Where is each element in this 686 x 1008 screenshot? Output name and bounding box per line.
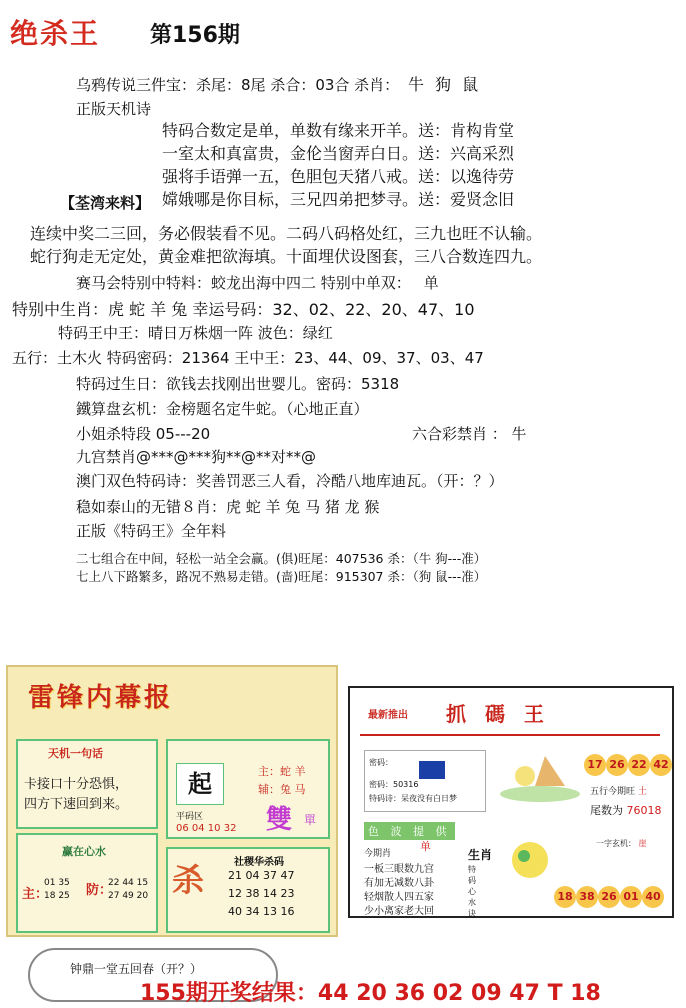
bottom-ball-1: 18 <box>554 886 576 908</box>
password-line <box>369 779 418 790</box>
yiju-line <box>596 838 647 849</box>
top-ball-1: 17 <box>584 754 606 776</box>
macau-poem-line: 澳门双色特码诗：奖善罚恶三人看，冷酷八地库迪瓦。（开：？） <box>76 472 504 490</box>
poem-l3: 轻烟散人四五家 <box>364 892 434 903</box>
crow-legend-line <box>76 72 481 95</box>
poem-line-4: 嫦娥哪是你目标，三兄四弟把梦寻。送：爱贤念旧 <box>162 190 515 209</box>
source-tag: 【荃湾来料】 <box>60 194 151 212</box>
weishu-value: 76018 <box>626 804 662 817</box>
code-box <box>364 750 486 812</box>
tianji-box <box>16 739 158 829</box>
bottom-ball-4: 01 <box>620 886 642 908</box>
poem-l1: 一板三眼数九宫 <box>364 864 434 875</box>
combo-line-2: 七上八下路繁多，路况不熟易走错。(啬)旺尾：915307 杀：（狗 鼠---准） <box>76 569 487 584</box>
wuxing-label: 五行今期旺 <box>590 787 636 797</box>
weishu-label: 尾数为 <box>590 804 623 817</box>
weishu-line <box>590 802 662 818</box>
shengxiao-label: 生肖 <box>468 848 493 862</box>
color-tail: 单 <box>420 840 431 853</box>
sha-char: 杀 <box>172 861 205 899</box>
top-ball-4: 42 <box>650 754 672 776</box>
five-elements-line: 五行：土木火 特码密码：21364 王中王：23、44、09、37、03、47 <box>12 349 484 367</box>
page-title: 绝杀王 <box>10 17 101 50</box>
birthday-line: 特码过生日：欲钱去找刚出世婴儿。密码：5318 <box>76 375 400 393</box>
zhuama-panel <box>348 686 674 918</box>
tianji-phrase-1: 卡接口十分恐惧， <box>24 777 129 792</box>
horse-club-line <box>76 272 439 293</box>
issue-number: 第156期 <box>150 23 240 48</box>
abacus-line: 鐵算盘玄机：金榜题名定牛蛇。（心地正直） <box>76 400 369 418</box>
yiju-value: 崖 <box>638 839 647 848</box>
odd-even-value: 单 <box>423 274 439 292</box>
top-ball-2: 26 <box>606 754 628 776</box>
fang-numbers: 22 44 15 27 49 20 <box>108 878 149 901</box>
zhuama-title: 抓 碼 王 <box>446 702 550 726</box>
lingyi-label: 今期肖 <box>364 849 392 859</box>
top-ball-3: 22 <box>628 754 650 776</box>
horse-club-text: 赛马会特别中特料：蛟龙出海中四二 特别中单双： <box>76 274 411 292</box>
shuang-char: 雙 <box>266 805 293 835</box>
miss-kill-line: 小姐杀特段 05---20 <box>76 425 211 443</box>
poem-l2: 有加无减数八卦 <box>364 878 434 889</box>
tema-label: 特码心水诀 <box>468 865 476 918</box>
password-value: 50316 <box>393 780 419 789</box>
dragon-image <box>500 838 560 882</box>
qi-char: 起 <box>176 763 224 805</box>
secondary-animals: 辅：兔 马 <box>258 783 306 796</box>
tianji-label: 天机一句话 <box>48 747 103 760</box>
tianji-phrase-2: 四方下速回到来。 <box>24 797 129 812</box>
shejia-row-3: 40 34 13 16 <box>228 905 295 918</box>
eight-zodiac-line: 稳如泰山的无错８肖：虎 蛇 羊 兔 马 猪 龙 猴 <box>76 498 380 516</box>
fang-label: 防： <box>86 883 113 898</box>
logo-icon <box>419 761 445 779</box>
bottom-ball-2: 38 <box>576 886 598 908</box>
ping-numbers: 06 04 10 32 <box>176 823 237 834</box>
poem-line-1: 特码合数定是单，单数有缘来开羊。送：肯构肯堂 <box>162 121 515 140</box>
leifeng-panel <box>6 665 338 937</box>
crow-legend-text: 乌鸦传说三件宝：杀尾：8尾 杀合：03合 杀肖： <box>76 76 400 94</box>
leifeng-title: 雷锋内幕报 <box>28 683 174 713</box>
dan-char: 單 <box>304 813 317 827</box>
password-label: 密码： <box>369 780 393 789</box>
mark-six-ban: 六合彩禁肖 ： 牛 <box>412 425 527 443</box>
qi-box <box>166 739 330 839</box>
shejia-row-1: 21 04 37 47 <box>228 869 295 882</box>
poem-label: 特码诗： <box>369 794 401 803</box>
wuxing-value: 土 <box>637 787 647 797</box>
poem-heading: 正版天机诗 <box>76 100 152 118</box>
cartoon-image <box>495 746 585 806</box>
poem-line-3: 强将手语弹一五，色胆包天猪八戒。送：以逸待劳 <box>162 167 515 186</box>
draw-result: 155期开奖结果：44 20 36 02 09 47 T 18 <box>140 981 601 1006</box>
latest-label: 最新推出 <box>368 710 408 721</box>
annual-material-line: 正版《特码王》全年料 <box>76 522 227 540</box>
shejia-row-2: 12 38 14 23 <box>228 887 295 900</box>
bottom-ball-5: 40 <box>642 886 664 908</box>
kill-animals: 牛 狗 鼠 <box>407 75 482 94</box>
bottom-ball-3: 26 <box>598 886 620 908</box>
zhu-label: 主： <box>22 887 49 902</box>
primary-animals: 主：蛇 羊 <box>258 765 306 778</box>
content-line-2: 蛇行狗走无定处，黄金难把欲海填。十面埋伏设图套，三八合数连四九。 <box>30 247 543 266</box>
king-line: 特码王中王：晴日万株烟一阵 波色：绿红 <box>58 324 333 342</box>
zhu-numbers: 01 35 18 25 <box>44 878 70 901</box>
poem-l4: 少小离家老大回 <box>364 906 434 917</box>
xinshui-label: 赢在心水 <box>62 845 106 858</box>
color-supply-label: 色 波 提 供 <box>364 822 455 840</box>
poem-value: 呆夜没有白日梦 <box>401 794 457 803</box>
cloud-text: 钟鼎一堂五回春（开？） <box>70 962 203 976</box>
shejia-box <box>166 847 330 933</box>
ping-label: 平码区 <box>176 812 204 822</box>
shejia-label: 社稷华杀码 <box>234 857 284 868</box>
xinshui-box <box>16 833 158 933</box>
yiju-label: 一字玄机： <box>596 839 636 848</box>
combo-line-1: 二七组合在中间，轻松一站全会赢。(俱)旺尾：407536 杀：（牛 狗---准） <box>76 551 487 566</box>
wuxing-line <box>590 784 647 797</box>
special-zodiac-line: 特别中生肖：虎 蛇 羊 兔 幸运号码：32、02、22、20、47、10 <box>12 300 475 319</box>
content-line-1: 连续中奖二三回，务必假装看不见。二码八码格处红，三九也旺不认输。 <box>30 224 543 243</box>
code-label: 密码： <box>369 758 393 767</box>
poem-line-2: 一室太和真富贵，金伦当窗弄白日。送：兴高采烈 <box>162 144 515 163</box>
poem-line <box>369 793 457 804</box>
title-divider <box>360 734 660 736</box>
nine-palace-line: 九宫禁肖@***@***狗**@**对**@ <box>76 448 317 466</box>
